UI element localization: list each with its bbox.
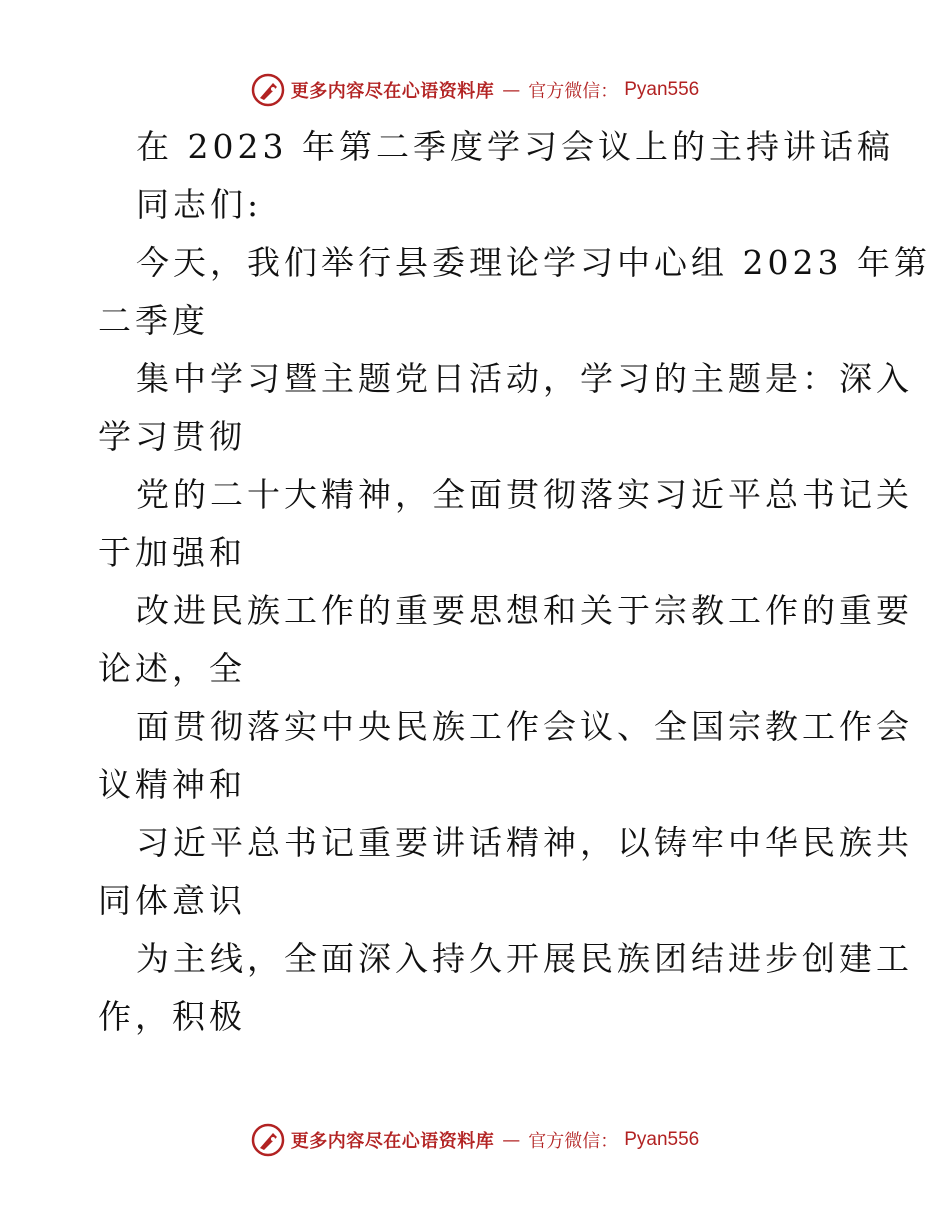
watermark-handle: Pyan556 (624, 1129, 700, 1150)
body-line: 学习贯彻 (98, 417, 246, 456)
body-line: 集中学习暨主题党日活动，学习的主题是：深入 (136, 359, 913, 398)
pen-nib-logo-icon (251, 1123, 285, 1157)
body-line: 习近平总书记重要讲话精神，以铸牢中华民族共 (136, 823, 913, 862)
watermark-wechat-label: 官方微信： (528, 1131, 619, 1152)
body-line: 同体意识 (98, 881, 246, 920)
body-line: 改进民族工作的重要思想和关于宗教工作的重要 (136, 591, 913, 630)
watermark-separator: — (502, 79, 521, 101)
body-line: 党的二十大精神，全面贯彻落实习近平总书记关 (136, 475, 913, 514)
watermark-separator: — (502, 1129, 521, 1151)
watermark-handle: Pyan556 (624, 79, 700, 100)
salutation: 同志们: (136, 185, 263, 224)
body-line: 论述，全 (98, 649, 246, 688)
watermark-wechat-label: 官方微信： (528, 81, 619, 102)
body-line: 面贯彻落实中央民族工作会议、全国宗教工作会 (136, 707, 913, 746)
body-line: 今天，我们举行县委理论学习中心组 2023 年第 (136, 243, 931, 282)
footer-watermark (0, 1120, 950, 1160)
body-line: 为主线，全面深入持久开展民族团结进步创建工 (136, 939, 913, 978)
watermark-brand: 更多内容尽在心语资料库 (290, 1131, 495, 1152)
body-line: 二季度 (98, 301, 209, 340)
header-watermark (0, 70, 950, 110)
body-line: 于加强和 (98, 533, 246, 572)
body-line: 议精神和 (98, 765, 246, 804)
pen-nib-logo-icon (251, 73, 285, 107)
document-body (98, 118, 931, 1046)
body-line: 作，积极 (98, 997, 246, 1036)
document-title: 在 2023 年第二季度学习会议上的主持讲话稿 (136, 127, 894, 166)
watermark-brand: 更多内容尽在心语资料库 (290, 81, 495, 102)
